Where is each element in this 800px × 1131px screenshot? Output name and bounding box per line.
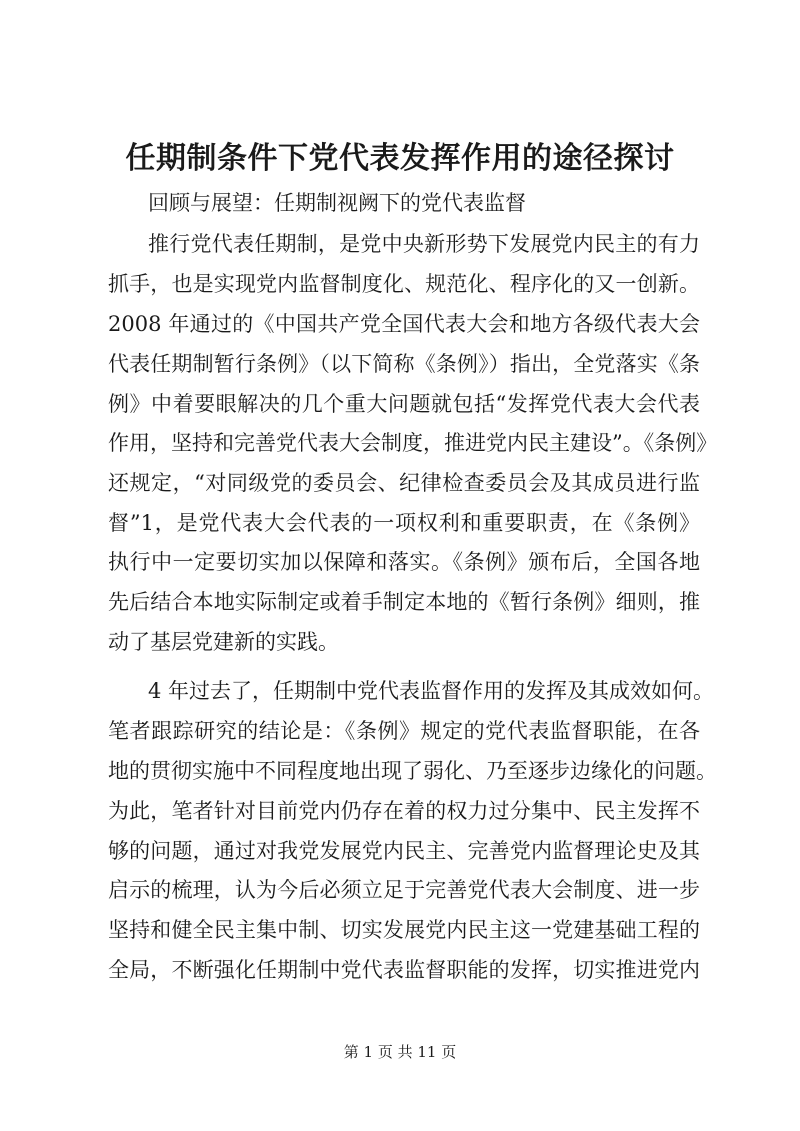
paragraph-2-line: 坚持和健全民主集中制、切实发展党内民主这一党建基础工程的 bbox=[108, 918, 700, 942]
page-number-footer: 第 1 页 共 11 页 bbox=[343, 1043, 457, 1061]
paragraph-1-line: 推行党代表任期制，是党中央新形势下发展党内民主的有力 bbox=[148, 232, 700, 256]
section-subtitle: 回顾与展望：任期制视阙下的党代表监督 bbox=[148, 191, 526, 215]
paragraph-2-line: 地的贯彻实施中不同程度地出现了弱化、乃至逐步边缘化的问题。 bbox=[108, 759, 717, 783]
paragraph-1-line: 执行中一定要切实加以保障和落实。《条例》颁布后，全国各地 bbox=[108, 550, 700, 574]
paragraph-1-line: 2008 年通过的《中国共产党全国代表大会和地方各级代表大会 bbox=[108, 312, 700, 336]
paragraph-1-line: 作用，坚持和完善党代表大会制度，推进党内民主建设”。《条例》 bbox=[108, 431, 718, 455]
paragraph-2-line: 笔者跟踪研究的结论是：《条例》规定的党代表监督职能，在各 bbox=[108, 719, 700, 743]
paragraph-2-line: 4 年过去了，任期制中党代表监督作用的发挥及其成效如何。 bbox=[148, 679, 715, 703]
paragraph-1-line: 还规定，“对同级党的委员会、纪律检查委员会及其成员进行监 bbox=[108, 471, 700, 495]
paragraph-1-line: 动了基层党建新的实践。 bbox=[108, 630, 339, 654]
paragraph-1-line: 先后结合本地实际制定或着手制定本地的《暂行条例》细则，推 bbox=[108, 590, 700, 614]
paragraph-2-line: 全局，不断强化任期制中党代表监督职能的发挥，切实推进党内 bbox=[108, 958, 700, 982]
paragraph-2-line: 够的问题，通过对我党发展党内民主、完善党内监督理论史及其 bbox=[108, 839, 700, 863]
paragraph-1-line: 例》中着要眼解决的几个重大问题就包括“发挥党代表大会代表 bbox=[108, 392, 700, 416]
paragraph-1-line: 督”1，是党代表大会代表的一项权利和重要职责，在《条例》 bbox=[108, 511, 700, 535]
paragraph-1-line: 代表任期制暂行条例》（以下简称《条例》）指出，全党落实《条 bbox=[108, 352, 700, 376]
paragraph-1-line: 抓手，也是实现党内监督制度化、规范化、程序化的又一创新。 bbox=[108, 272, 700, 296]
paragraph-2-line: 启示的梳理，认为今后必须立足于完善党代表大会制度、进一步 bbox=[108, 878, 700, 902]
paragraph-2-line: 为此，笔者针对目前党内仍存在着的权力过分集中、民主发挥不 bbox=[108, 799, 700, 823]
document-title: 任期制条件下党代表发挥作用的途径探讨 bbox=[125, 141, 675, 176]
